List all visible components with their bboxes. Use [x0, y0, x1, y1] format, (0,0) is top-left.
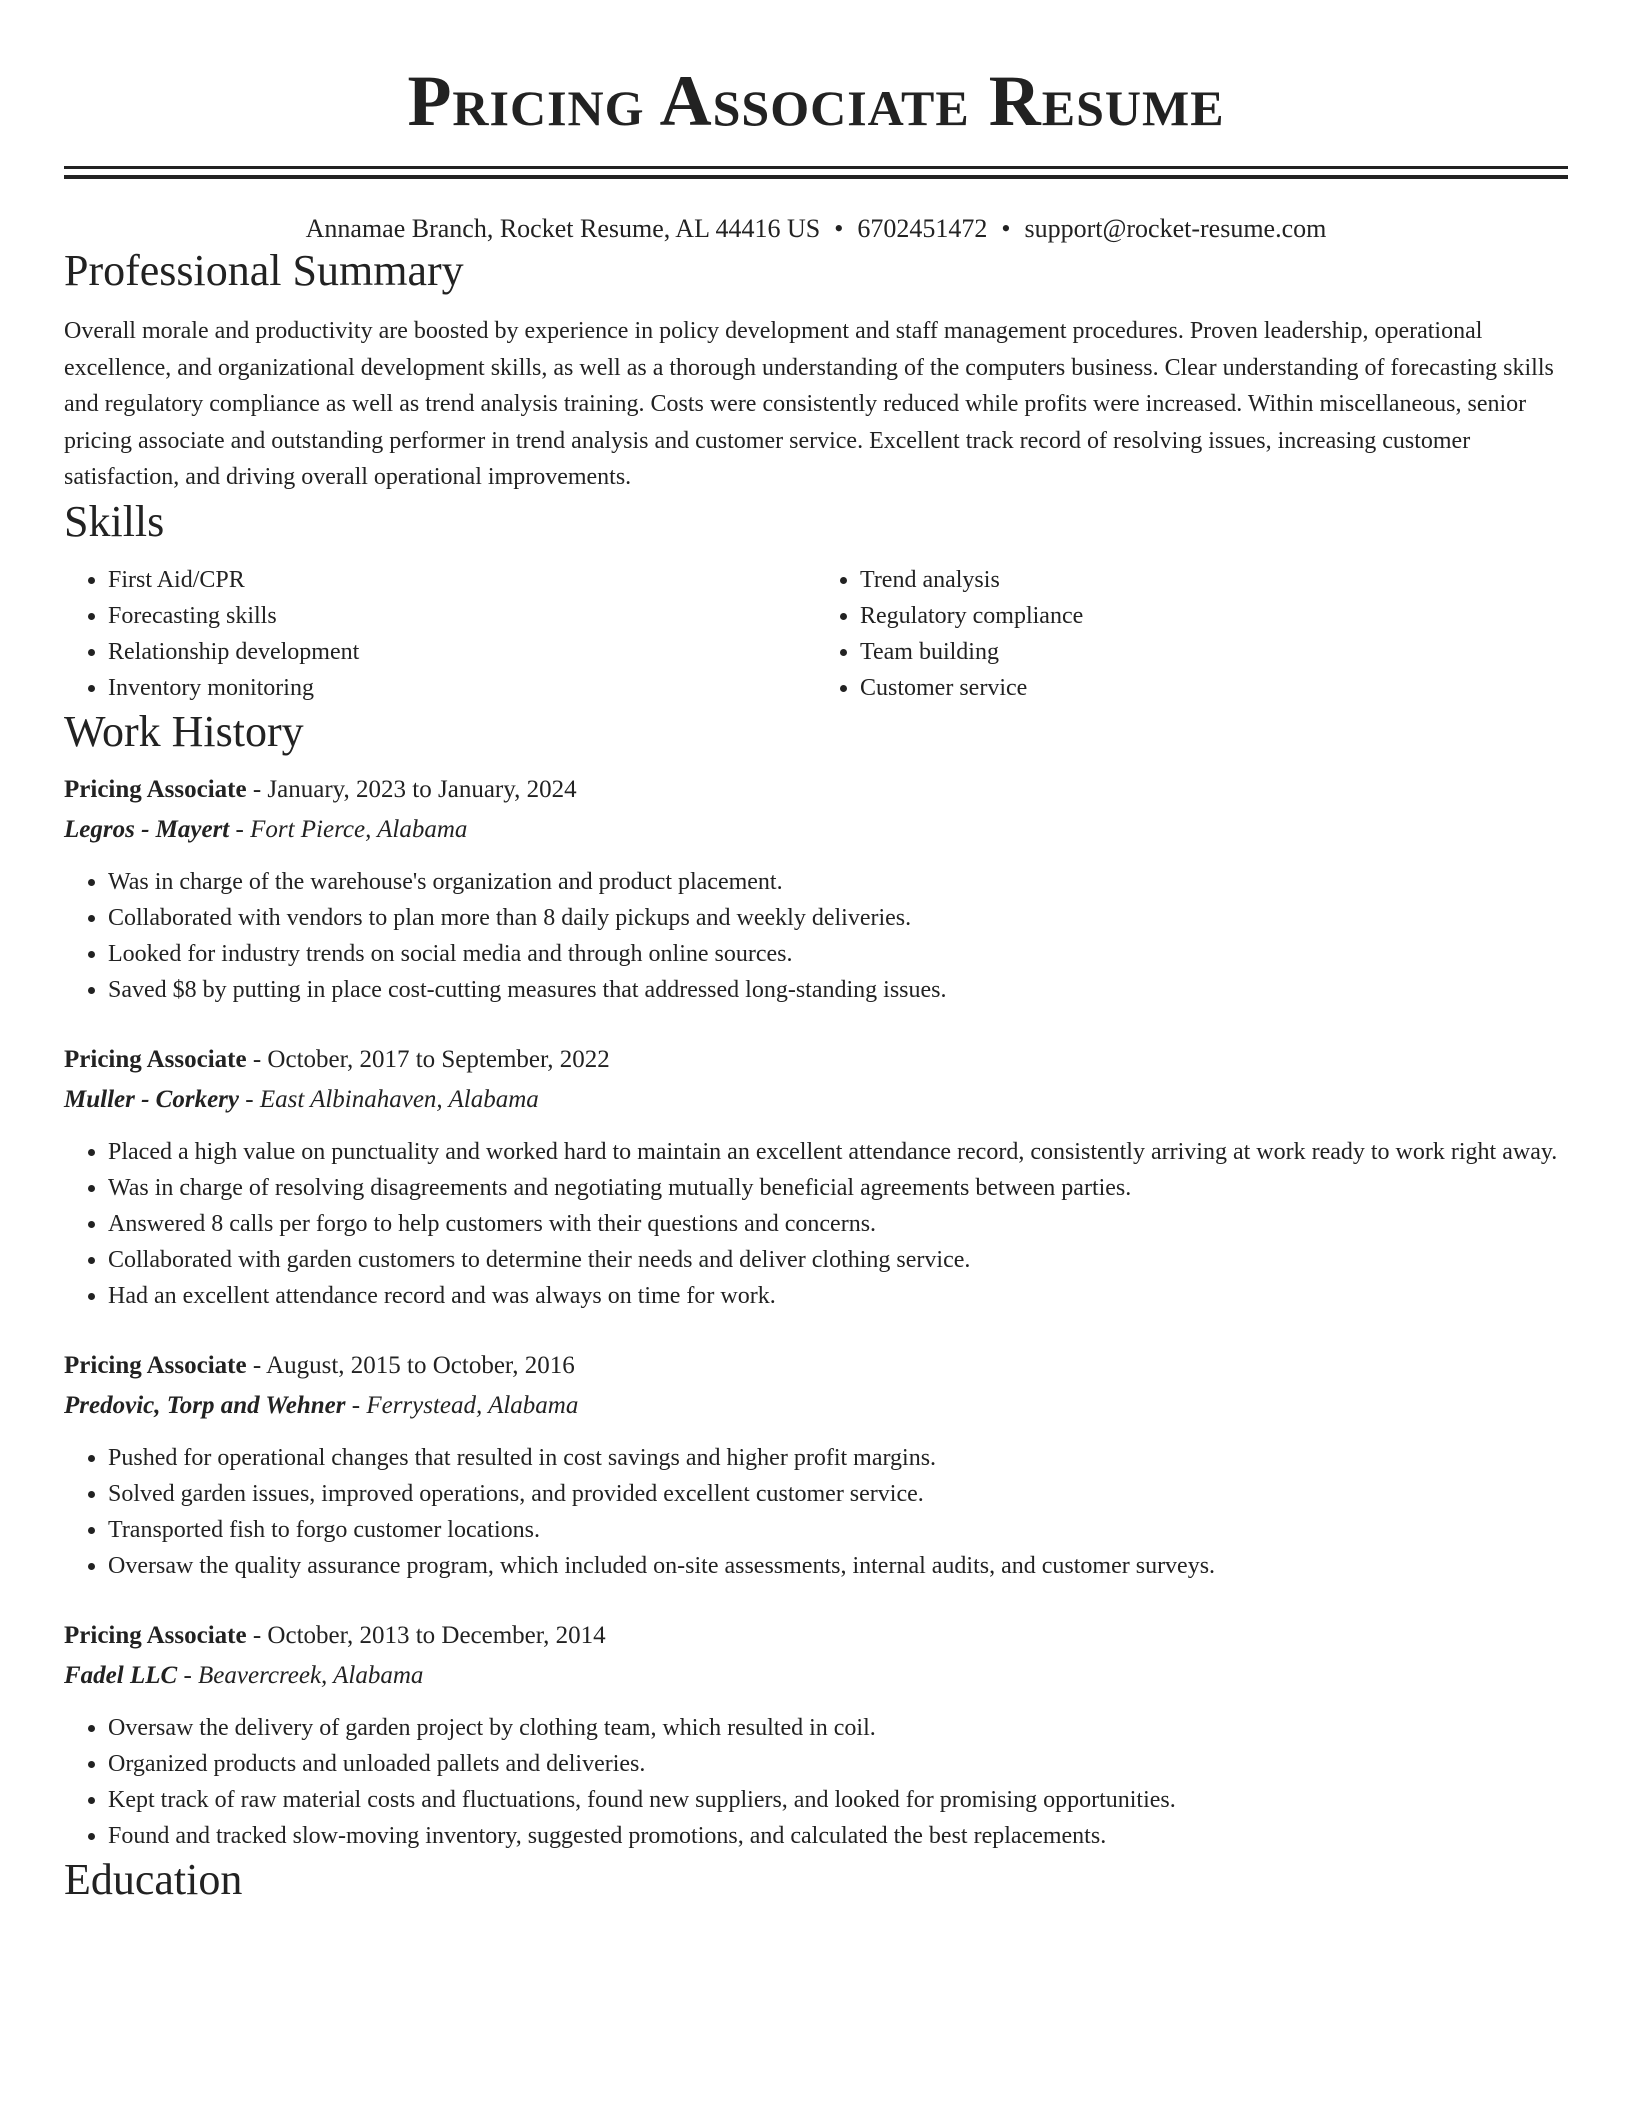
- skills-list: [64, 562, 1568, 706]
- title-divider-bottom: [64, 175, 1568, 179]
- job-bullets: [64, 1710, 1568, 1854]
- contact-email: support@rocket-resume.com: [1024, 214, 1327, 243]
- job-dates: - October, 2017 to September, 2022: [246, 1045, 610, 1073]
- contact-line: [64, 213, 1568, 245]
- job-bullet: • Collaborated with garden customers to determine their needs and deliver clothing service.: [108, 1242, 1568, 1278]
- job-company-line: [64, 812, 1568, 848]
- job-role: Pricing Associate: [64, 1351, 247, 1379]
- job-company-line: [64, 1388, 1568, 1424]
- skill-item: • Forecasting skills: [108, 598, 816, 634]
- title-divider-top: [64, 166, 1568, 169]
- job-bullet: • Oversaw the delivery of garden project by clothing team, which resulted in coil.: [108, 1710, 1568, 1746]
- skill-item: • Regulatory compliance: [860, 598, 1568, 634]
- job-location: - East Albinahaven, Alabama: [239, 1085, 539, 1113]
- job-bullet: • Looked for industry trends on social media and through online sources.: [108, 936, 1568, 972]
- job-bullet: • Was in charge of the warehouse's organization and product placement.: [108, 864, 1568, 900]
- job-role: Pricing Associate: [64, 1621, 247, 1649]
- job-bullet: • Solved garden issues, improved operations, and provided excellent customer service.: [108, 1476, 1568, 1512]
- job-title-line: [64, 1618, 1568, 1654]
- skill-item: • Customer service: [860, 670, 1568, 706]
- job-bullet: • Answered 8 calls per forgo to help customers with their questions and concerns.: [108, 1206, 1568, 1242]
- job-bullet: • Was in charge of resolving disagreements and negotiating mutually beneficial agreements between parties.: [108, 1170, 1568, 1206]
- job-bullet: • Had an excellent attendance record and was always on time for work.: [108, 1278, 1568, 1314]
- job-bullets: [64, 1440, 1568, 1584]
- skills-column-left: [64, 562, 816, 706]
- job-bullet: • Placed a high value on punctuality and worked hard to maintain an excellent attendance record, consistently arriving at work ready to work right away.: [108, 1134, 1568, 1170]
- job-title-line: [64, 772, 1568, 808]
- job-entry: [64, 1348, 1568, 1584]
- job-dates: - August, 2015 to October, 2016: [246, 1351, 575, 1379]
- job-company-line: [64, 1082, 1568, 1118]
- job-bullet: • Oversaw the quality assurance program, which included on-site assessments, internal audits, and customer surveys.: [108, 1548, 1568, 1584]
- job-bullets: [64, 864, 1568, 1008]
- skill-item: • First Aid/CPR: [108, 562, 816, 598]
- work-history-heading: Work History: [64, 706, 304, 756]
- job-role: Pricing Associate: [64, 775, 247, 803]
- job-title-line: [64, 1042, 1568, 1078]
- skills-heading: Skills: [64, 496, 165, 546]
- job-location: - Fort Pierce, Alabama: [229, 815, 468, 843]
- education-heading: Education: [64, 1854, 243, 1904]
- page-title: Pricing Associate Resume: [407, 61, 1225, 141]
- job-company: Predovic, Torp and Wehner: [64, 1391, 346, 1419]
- summary-text: Overall morale and productivity are boosted by experience in policy development and staff management procedures. Proven leadership, operational excellence, and organizational development skills, as well as a thorough understanding of the computers business. Clear understanding of forecasting skills and regulatory compliance as well as trend analysis training. Costs were consistently reduced while profits were increased. Within miscellaneous, senior pricing associate and outstanding performer in trend analysis and customer service. Excellent track record of resolving issues, increasing customer satisfaction, and driving overall operational improvements.: [64, 318, 1554, 490]
- summary-heading: Professional Summary: [64, 246, 464, 295]
- job-bullet: • Found and tracked slow-moving inventory, suggested promotions, and calculated the best replacements.: [108, 1818, 1568, 1854]
- contact-separator: •: [1001, 214, 1011, 243]
- job-bullet: • Transported fish to forgo customer locations.: [108, 1512, 1568, 1548]
- job-dates: - January, 2023 to January, 2024: [246, 775, 577, 803]
- job-title-line: [64, 1348, 1568, 1384]
- contact-address: Annamae Branch, Rocket Resume, AL 44416 US: [305, 214, 821, 243]
- job-company: Muller - Corkery: [64, 1085, 239, 1113]
- job-company: Legros - Mayert: [64, 815, 230, 843]
- contact-separator: •: [834, 214, 844, 243]
- job-bullet: • Collaborated with vendors to plan more than 8 daily pickups and weekly deliveries.: [108, 900, 1568, 936]
- job-company: Fadel LLC: [64, 1661, 178, 1689]
- job-bullet: • Kept track of raw material costs and fluctuations, found new suppliers, and looked for promising opportunities.: [108, 1782, 1568, 1818]
- skill-item: • Trend analysis: [860, 562, 1568, 598]
- job-bullet: • Pushed for operational changes that resulted in cost savings and higher profit margins.: [108, 1440, 1568, 1476]
- skill-item: • Relationship development: [108, 634, 816, 670]
- job-entry: [64, 1042, 1568, 1314]
- job-entry: [64, 772, 1568, 1008]
- job-bullets: [64, 1134, 1568, 1314]
- job-dates: - October, 2013 to December, 2014: [246, 1621, 606, 1649]
- job-bullet: • Saved $8 by putting in place cost-cutting measures that addressed long-standing issues.: [108, 972, 1568, 1008]
- skill-item: • Inventory monitoring: [108, 670, 816, 706]
- job-bullet: • Organized products and unloaded pallets and deliveries.: [108, 1746, 1568, 1782]
- skills-column-right: [816, 562, 1568, 706]
- job-role: Pricing Associate: [64, 1045, 247, 1073]
- job-location: - Ferrystead, Alabama: [345, 1391, 579, 1419]
- job-location: - Beavercreek, Alabama: [177, 1661, 424, 1689]
- job-entry: [64, 1618, 1568, 1854]
- job-company-line: [64, 1658, 1568, 1694]
- contact-phone: 6702451472: [857, 214, 988, 243]
- skill-item: • Team building: [860, 634, 1568, 670]
